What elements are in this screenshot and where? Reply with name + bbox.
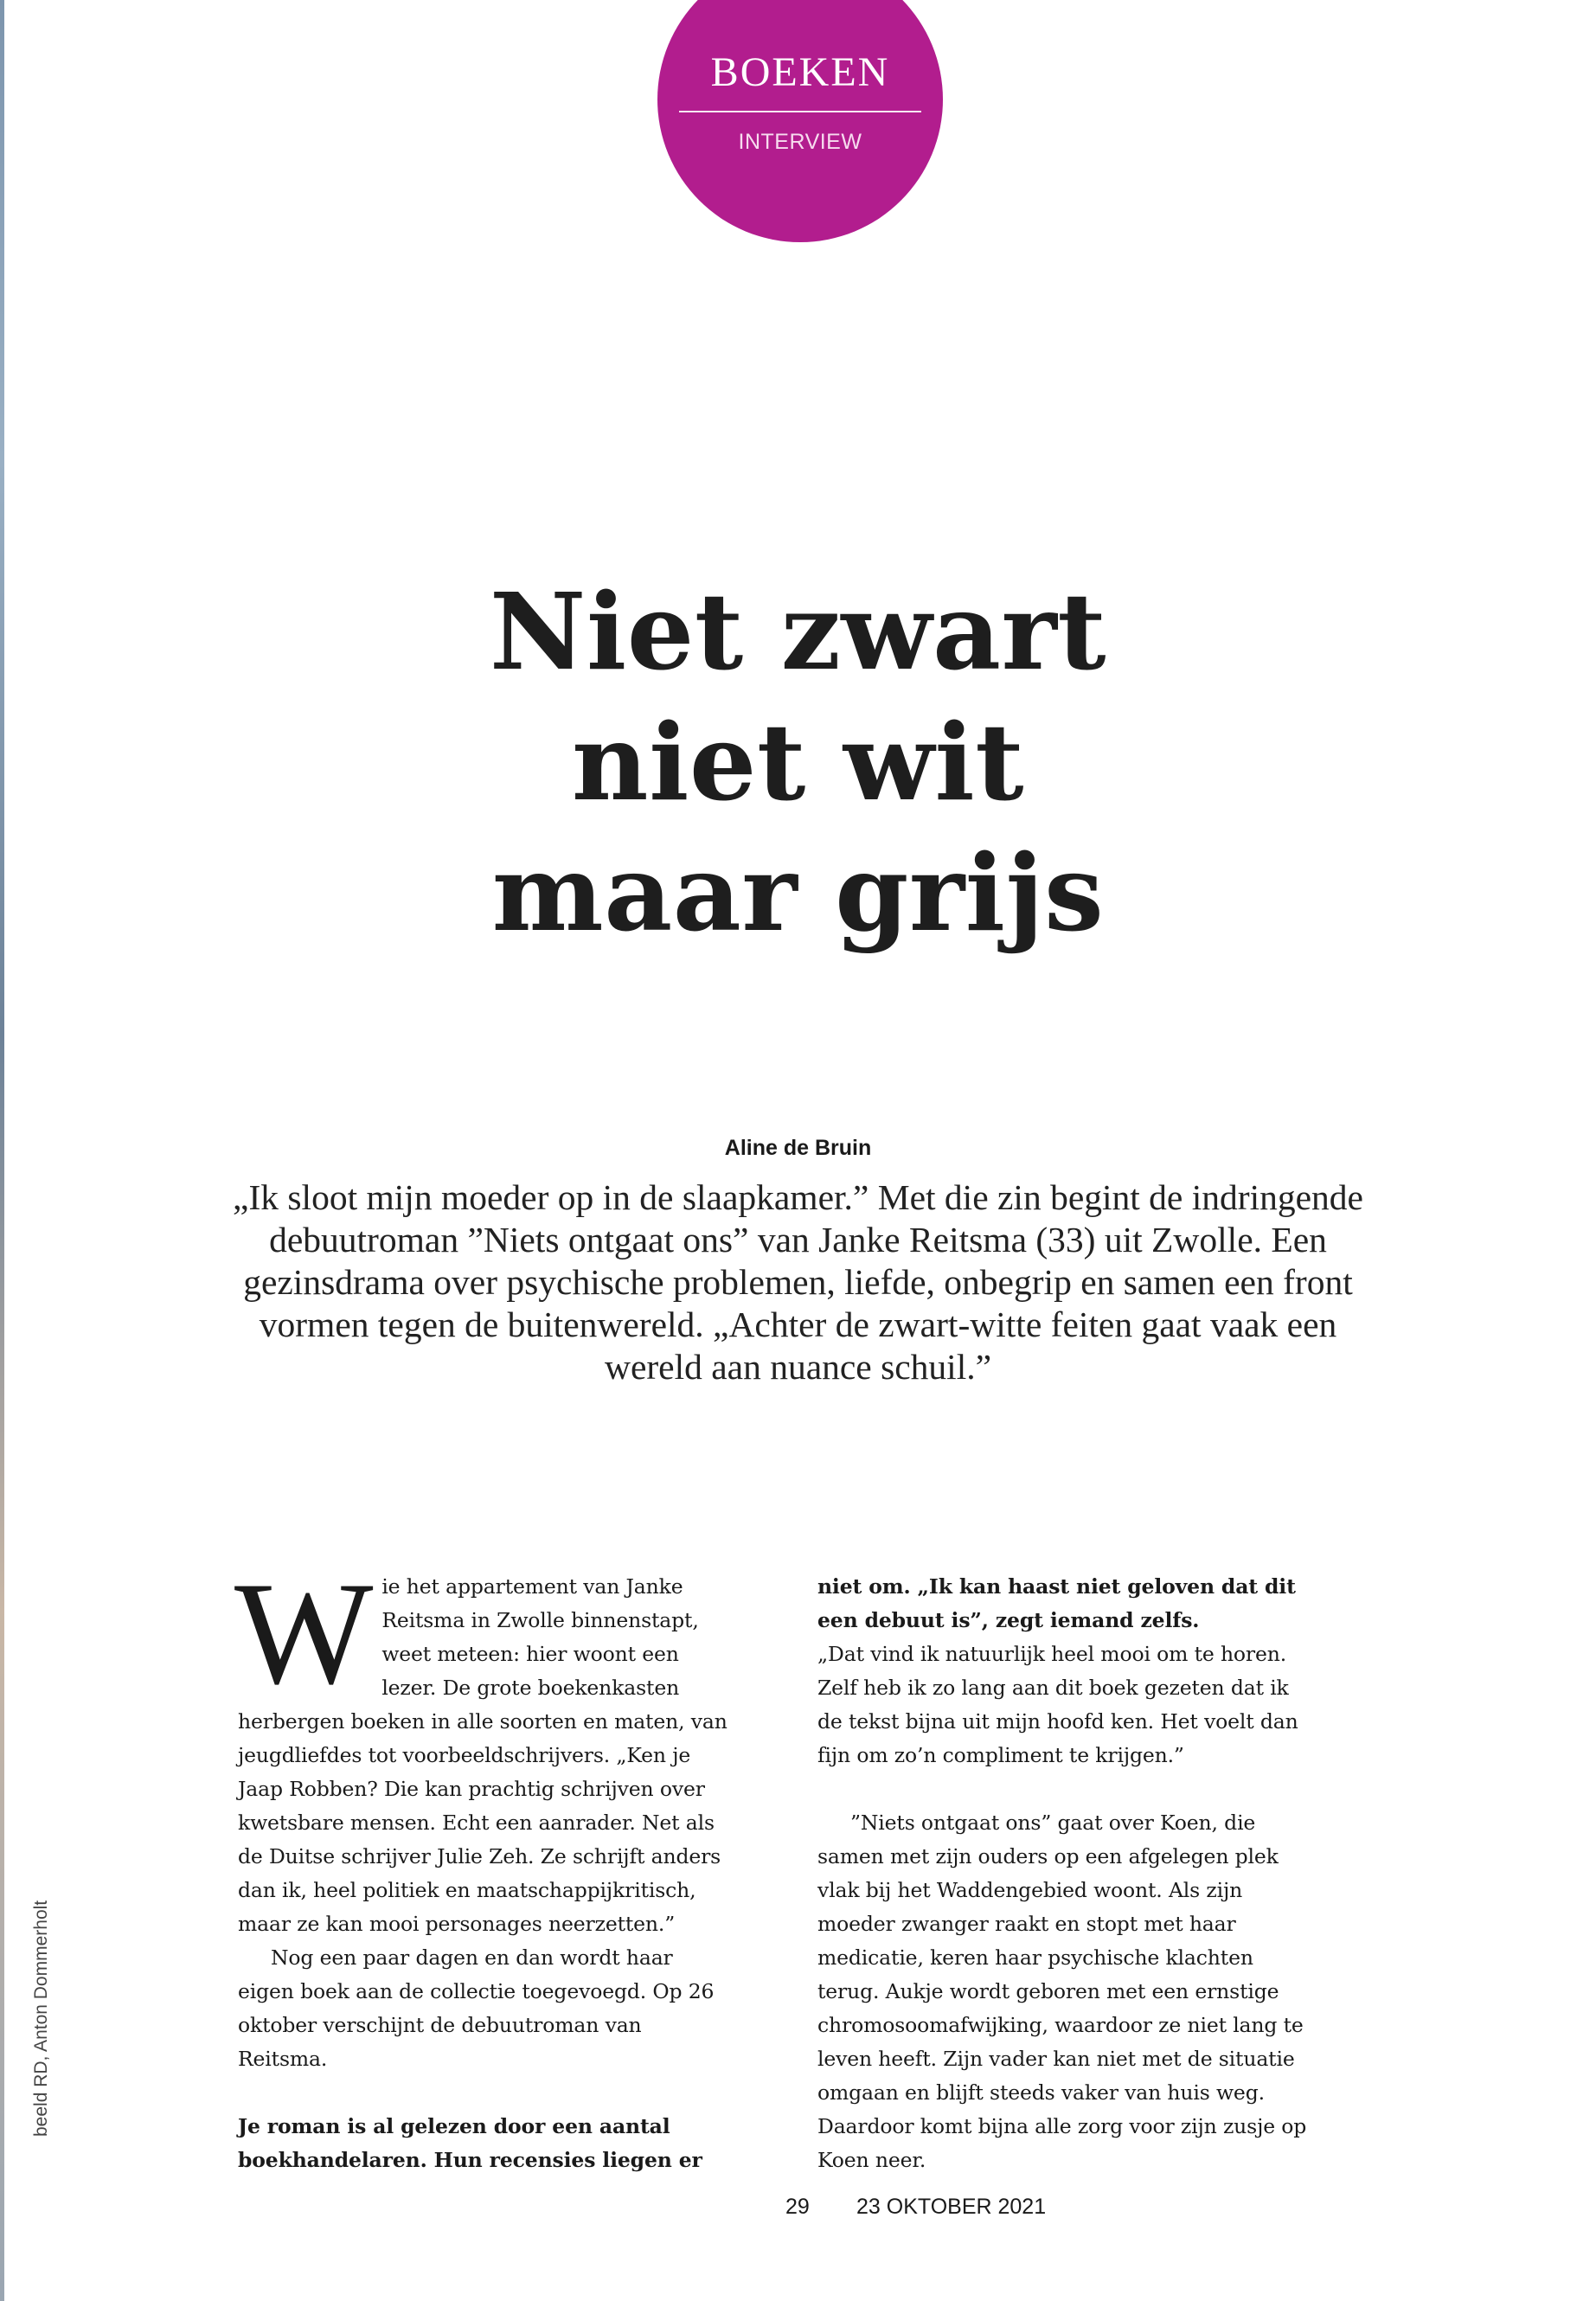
headline-line-3: maar grijs (491, 830, 1105, 955)
paragraph: Nog een paar dagen en dan wordt haar eigen boek aan de collectie toegevoegd. Op 26 oktober verschijnt de debuutroman van Reitsma. (238, 1945, 715, 2071)
paragraph-opening (234, 1552, 731, 1941)
section-title: BOEKEN (710, 49, 890, 95)
headline-line-2: niet wit (571, 700, 1025, 824)
body-column-left (234, 1552, 731, 2177)
section-divider (679, 111, 921, 112)
section-subtitle: INTERVIEW (738, 130, 862, 154)
page-number: 29 (785, 2195, 810, 2219)
body-column-right (817, 1570, 1311, 2177)
issue-date: 23 OKTOBER 2021 (856, 2195, 1047, 2219)
intro-lead: „Ik sloot mijn moeder op in de slaapkamer.” Met die zin begint de indringende debuutroman ”Niets ontgaat ons” van Janke Reitsma (33) uit Zwolle. Een gezinsdrama over psychische problemen, liefde, onbegrip en samen een front vormen tegen de buitenwereld. „Achter de zwart-witte feiten gaat vaak een wereld aan nuance schuil.” (233, 1177, 1363, 1387)
paragraph: ”Niets ontgaat ons” gaat over Koen, die samen met zijn ouders op een afgelegen plek vlak bij het Waddengebied woont. Als zijn moeder zwanger raakt en stopt met haar medicatie, keren haar psychische klachten terug. Aukje wordt geboren met een ernstige chromosoomafwijking, waardoor ze niet lang te leven heeft. Zijn vader kan niet met de situatie omgaan en blijft steeds vaker van huis weg. Daardoor komt bijna alle zorg voor zijn zusje op Koen neer. (817, 1811, 1307, 2172)
headline-line-1: Niet zwart (489, 569, 1107, 694)
paragraph-answer: „Dat vind ik natuurlijk heel mooi om te horen. Zelf heb ik zo lang aan dit boek gezeten dat ik de tekst bijna uit mijn hoofd ken. Het voelt dan fijn om zo’n compliment te krijgen.” (817, 1642, 1298, 1767)
paragraph-opening-text: ie het appartement van Janke Reitsma in Zwolle binnenstapt, weet meteen: hier woont een lezer. De grote boekenkasten herbergen boeken in alle soorten en maten, van jeugdliefdes tot voorbeeldschrijvers. „Ken je Jaap Robben? Die kan prachtig schrijven over kwetsbare mensen. Echt een aanrader. Net als de Duitse schrijver Julie Zeh. Ze schrijft anders dan ik, heel politiek en maatschappijkritisch, maar ze kan mooi personages neerzetten.” (238, 1574, 727, 1936)
section-badge (657, 0, 943, 242)
interview-question: Je roman is al gelezen door een aantal boekhandelaren. Hun recensies liegen er (238, 2114, 702, 2172)
article-headline (0, 567, 1596, 958)
photo-credit: beeld RD, Anton Dommerholt (31, 1900, 51, 2137)
interview-question-continued: niet om. „Ik kan haast niet geloven dat dit een debuut is”, zegt iemand zelfs. (817, 1574, 1296, 1632)
drop-cap: W (234, 1552, 374, 1715)
author-byline: Aline de Bruin (724, 1136, 872, 1160)
